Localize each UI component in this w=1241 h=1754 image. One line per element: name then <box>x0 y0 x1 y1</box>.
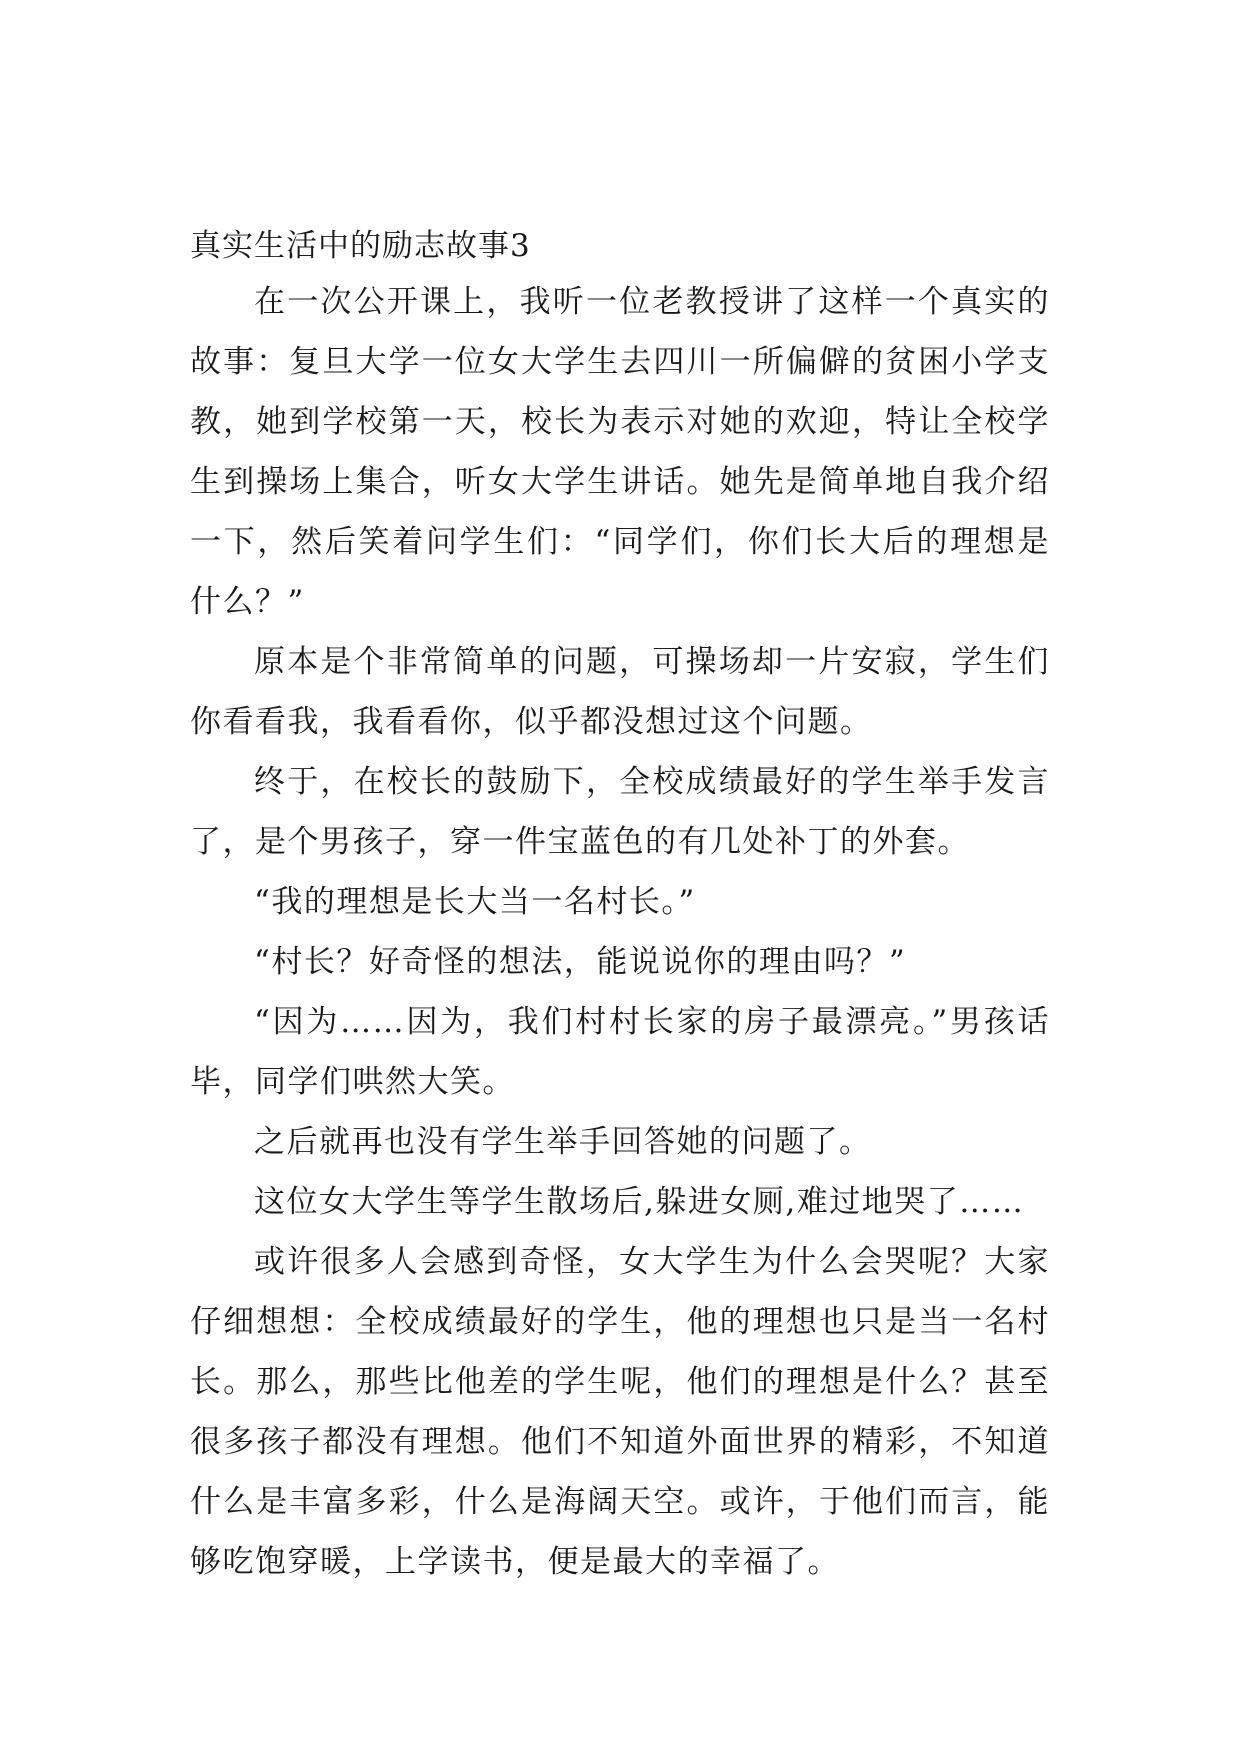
paragraph: 或许很多人会感到奇怪，女大学生为什么会哭呢？大家仔细想想：全校成绩最好的学生，他的理想也只是当一名村长。那么，那些比他差的学生呢，他们的理想是什么？甚至很多孩子都没有理想。他们不知道外面世界的精彩，不知道什么是丰富多彩，什么是海阔天空。或许，于他们而言，能够吃饱穿暖，上学读书，便是最大的幸福了。 <box>190 1244 1050 1580</box>
paragraph: 原本是个非常简单的问题，可操场却一片安寂，学生们你看看我，我看看你，似乎都没想过这个问题。 <box>190 644 1050 740</box>
document-body <box>190 272 1050 1592</box>
paragraph: 这位女大学生等学生散场后,躲进女厕,难过地哭了…… <box>254 1184 1025 1220</box>
paragraph: 之后就再也没有学生举手回答她的问题了。 <box>254 1124 872 1160</box>
paragraph: 在一次公开课上，我听一位老教授讲了这样一个真实的故事：复旦大学一位女大学生去四川一所偏僻的贫困小学支教，她到学校第一天，校长为表示对她的欢迎，特让全校学生到操场上集合，听女大学生讲话。她先是简单地自我介绍一下，然后笑着问学生们：“同学们，你们长大后的理想是什么？” <box>190 284 1050 620</box>
paragraph: 终于，在校长的鼓励下，全校成绩最好的学生举手发言了，是个男孩子，穿一件宝蓝色的有几处补丁的外套。 <box>190 764 1050 860</box>
paragraph: “因为……因为，我们村村长家的房子最漂亮。”男孩话毕，同学们哄然大笑。 <box>190 1004 1050 1100</box>
paragraph: “我的理想是长大当一名村长。” <box>254 884 696 920</box>
document-title: 真实生活中的励志故事3 <box>190 228 531 264</box>
paragraph: “村长？好奇怪的想法，能说说你的理由吗？” <box>254 944 907 980</box>
